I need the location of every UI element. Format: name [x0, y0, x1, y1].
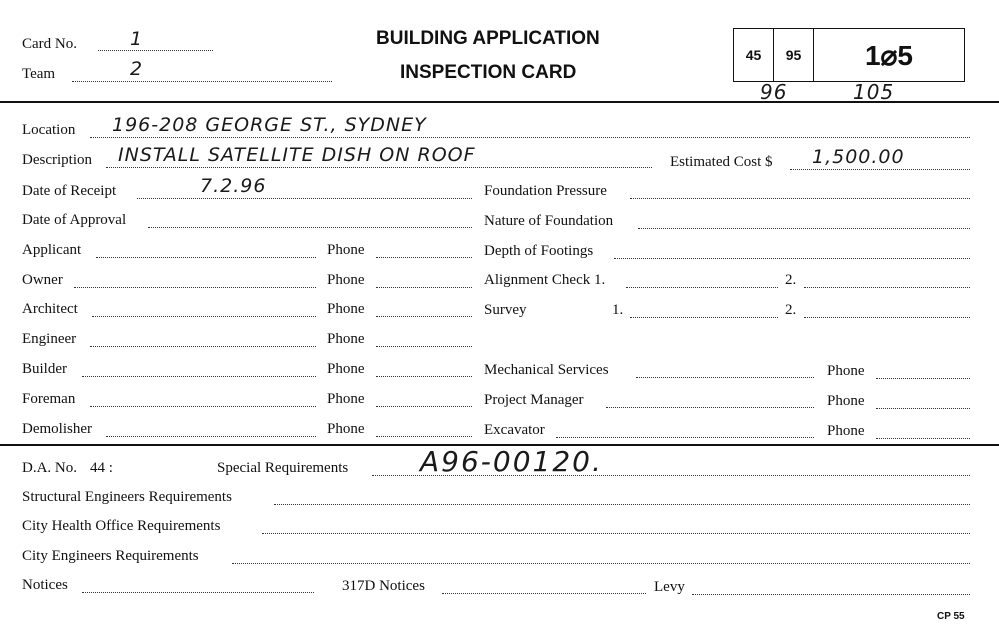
- form-code: CP 55: [937, 611, 965, 622]
- da-no-label: D.A. No.: [22, 460, 77, 476]
- foreman-phone-label: Phone: [327, 391, 365, 407]
- engineer-label: Engineer: [22, 331, 77, 347]
- alignment-check-2-label: 2.: [785, 272, 797, 288]
- owner-label: Owner: [22, 272, 63, 288]
- levy-label: Levy: [654, 579, 685, 595]
- depth-of-footings-label: Depth of Footings: [484, 243, 594, 259]
- date-of-receipt-label: Date of Receipt: [22, 183, 117, 199]
- owner-phone-label: Phone: [327, 272, 365, 288]
- city-health-label: City Health Office Requirements: [22, 518, 221, 534]
- team-label: Team: [22, 66, 56, 82]
- date-of-receipt-value: 7.2.96: [200, 175, 267, 197]
- description-value: INSTALL SATELLITE DISH ON ROOF: [118, 144, 476, 166]
- title-line2: INSPECTION CARD: [400, 62, 577, 83]
- hand-below-number: 105: [853, 80, 895, 104]
- reference-box: [733, 28, 965, 82]
- applicant-phone-label: Phone: [327, 242, 365, 258]
- hand-below-cell: 96: [760, 80, 788, 104]
- project-manager-label: Project Manager: [484, 392, 584, 408]
- da-no-value: 44 :: [90, 460, 113, 476]
- survey-1-label: 1.: [612, 302, 624, 318]
- date-of-approval-label: Date of Approval: [22, 212, 127, 228]
- box-cell-1: 45: [734, 29, 774, 81]
- alignment-check-label: Alignment Check 1.: [484, 272, 606, 288]
- survey-2-label: 2.: [785, 302, 797, 318]
- architect-label: Architect: [22, 301, 78, 317]
- structural-engineers-label: Structural Engineers Requirements: [22, 489, 232, 505]
- foundation-pressure-label: Foundation Pressure: [484, 183, 607, 199]
- city-engineers-label: City Engineers Requirements: [22, 548, 199, 564]
- architect-phone-label: Phone: [327, 301, 365, 317]
- demolisher-phone-label: Phone: [327, 421, 365, 437]
- mechanical-services-label: Mechanical Services: [484, 362, 609, 378]
- location-label: Location: [22, 122, 76, 138]
- card-no-value: 1: [130, 28, 144, 50]
- estimated-cost-label: Estimated Cost $: [670, 154, 773, 170]
- special-requirements-value: A96-00120.: [420, 445, 603, 478]
- box-cell-2: 95: [774, 29, 814, 81]
- special-requirements-label: Special Requirements: [217, 460, 349, 476]
- excavator-label: Excavator: [484, 422, 545, 438]
- foreman-label: Foreman: [22, 391, 76, 407]
- survey-label: Survey: [484, 302, 527, 318]
- mechanical-phone-label: Phone: [827, 363, 865, 379]
- builder-phone-label: Phone: [327, 361, 365, 377]
- project-manager-phone-label: Phone: [827, 393, 865, 409]
- team-value: 2: [130, 58, 144, 80]
- divider-top: [0, 101, 999, 103]
- location-value: 196-208 GEORGE ST., SYDNEY: [112, 114, 427, 136]
- estimated-cost-value: 1,500.00: [812, 146, 905, 168]
- box-number: 1⌀5: [864, 39, 913, 71]
- applicant-label: Applicant: [22, 242, 82, 258]
- notices-317d-label: 317D Notices: [342, 578, 425, 594]
- notices-label: Notices: [22, 577, 68, 593]
- title-line1: BUILDING APPLICATION: [376, 28, 600, 49]
- demolisher-label: Demolisher: [22, 421, 92, 437]
- excavator-phone-label: Phone: [827, 423, 865, 439]
- nature-of-foundation-label: Nature of Foundation: [484, 213, 614, 229]
- builder-label: Builder: [22, 361, 67, 377]
- engineer-phone-label: Phone: [327, 331, 365, 347]
- card-no-label: Card No.: [22, 36, 77, 52]
- description-label: Description: [22, 152, 92, 168]
